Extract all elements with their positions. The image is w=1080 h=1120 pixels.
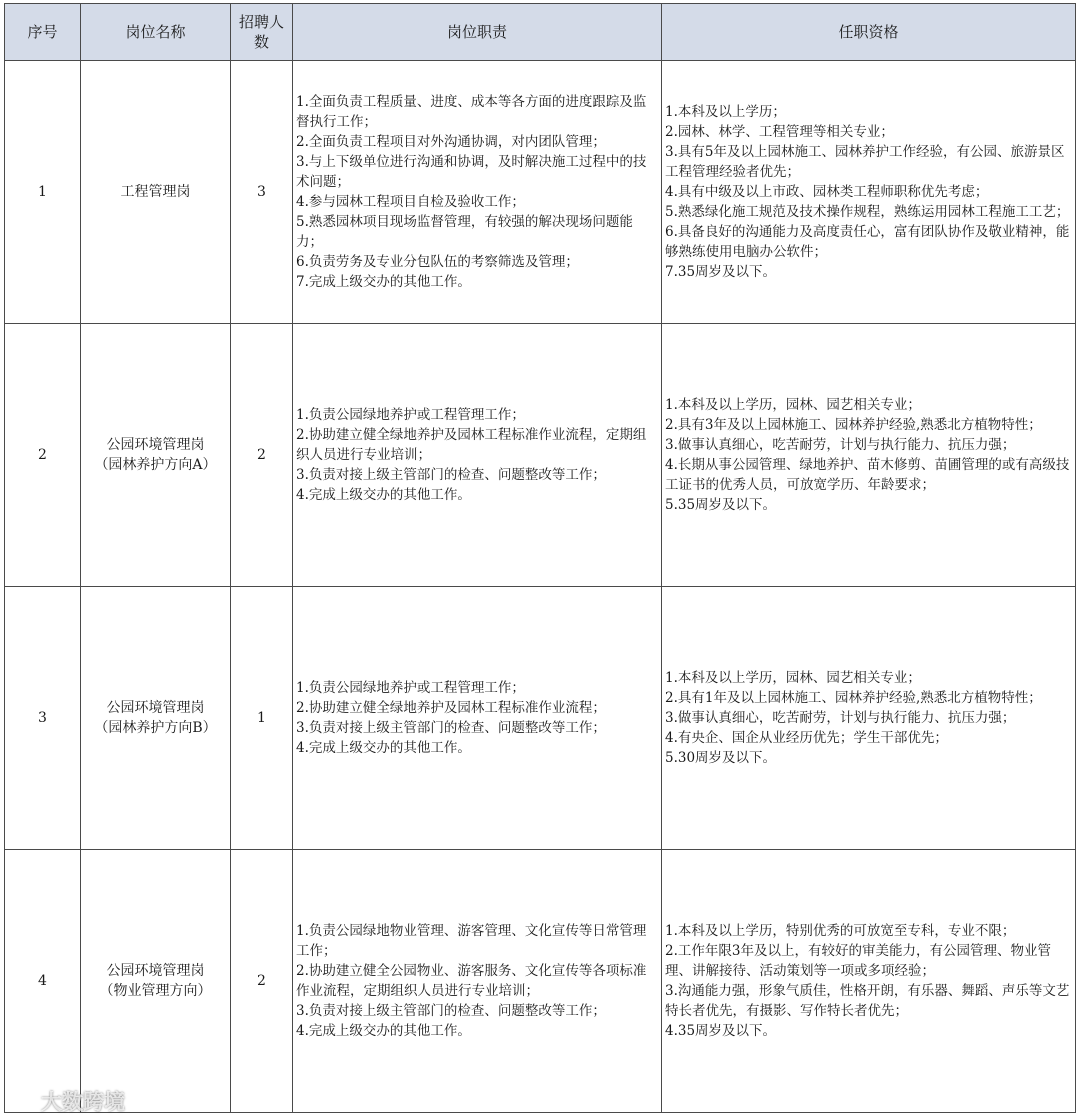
duty-item: 2.全面负责工程项目对外沟通协调，对内团队管理； [296, 134, 606, 150]
cell-duties [293, 850, 662, 1113]
table-row [5, 587, 1076, 850]
cell-no: 4 [5, 850, 81, 1113]
table-row [5, 61, 1076, 324]
cell-position-title [81, 587, 231, 850]
qualification-item: 4.具有中级及以上市政、园林类工程师职称优先考虑； [665, 184, 989, 200]
qualification-item: 5.35周岁及以下。 [665, 497, 777, 513]
qualification-item: 1.本科及以上学历； [665, 104, 786, 120]
cell-qualifications [662, 587, 1076, 850]
duty-item: 3.负责对接上级主管部门的检查、问题整改等工作； [296, 1003, 606, 1019]
duty-item: 4.完成上级交办的其他工作。 [296, 487, 471, 503]
table-header [5, 4, 1076, 61]
position-title-line: （园林养护方向A） [94, 457, 217, 473]
header-no: 序号 [5, 4, 81, 61]
cell-duties [293, 324, 662, 587]
position-title-line: （园林养护方向B） [94, 720, 217, 736]
cell-count: 1 [231, 587, 293, 850]
qualification-item: 3.做事认真细心，吃苦耐劳，计划与执行能力、抗压力强； [665, 710, 1016, 726]
cell-duties [293, 61, 662, 324]
qualification-item: 2.具有1年及以上园林施工、园林养护经验,熟悉北方植物特性； [665, 690, 1042, 706]
cell-count: 2 [231, 850, 293, 1113]
table-body [5, 61, 1076, 1113]
cell-qualifications [662, 850, 1076, 1113]
duty-item: 4.完成上级交办的其他工作。 [296, 740, 471, 756]
duty-item: 6.负责劳务及专业分包队伍的考察筛选及管理； [296, 254, 579, 270]
cell-position-title [81, 850, 231, 1113]
qualification-item: 5.熟悉绿化施工规范及技术操作规程，熟练运用园林工程施工工艺； [665, 204, 1070, 220]
duty-item: 1.负责公园绿地养护或工程管理工作； [296, 680, 525, 696]
qualification-item: 3.做事认真细心，吃苦耐劳，计划与执行能力、抗压力强； [665, 437, 1016, 453]
position-title-line: 公园环境管理岗 [106, 963, 205, 979]
cell-duties [293, 587, 662, 850]
duty-item: 1.负责公园绿地养护或工程管理工作； [296, 407, 525, 423]
qualification-item: 5.30周岁及以下。 [665, 750, 777, 766]
duty-item: 1.负责公园绿地物业管理、游客管理、文化宣传等日常管理工作； [296, 923, 647, 959]
position-title-line: （物业管理方向） [99, 983, 212, 999]
cell-position-title [81, 61, 231, 324]
qualification-item: 2.具有3年及以上园林施工、园林养护经验,熟悉北方植物特性； [665, 417, 1042, 433]
duty-item: 3.负责对接上级主管部门的检查、问题整改等工作； [296, 720, 606, 736]
header-title: 岗位名称 [81, 4, 231, 61]
cell-count: 3 [231, 61, 293, 324]
cell-qualifications [662, 324, 1076, 587]
duty-item: 5.熟悉园林项目现场监督管理，有较强的解决现场问题能力； [296, 214, 633, 250]
qualification-item: 3.具有5年及以上园林施工、园林养护工作经验，有公园、旅游景区工程管理经验者优先； [665, 144, 1065, 180]
cell-qualifications [662, 61, 1076, 324]
duty-item: 4.参与园林工程项目自检及验收工作； [296, 194, 525, 210]
qualification-item: 1.本科及以上学历，园林、园艺相关专业； [665, 397, 921, 413]
qualification-item: 4.有央企、国企从业经历优先；学生干部优先； [665, 730, 948, 746]
duty-item: 4.完成上级交办的其他工作。 [296, 1023, 471, 1039]
duty-item: 3.负责对接上级主管部门的检查、问题整改等工作； [296, 467, 606, 483]
watermark [8, 1086, 125, 1116]
header-count-text: 招聘人数 [238, 13, 284, 51]
brand-logo-icon [8, 1089, 36, 1113]
cell-no: 1 [5, 61, 81, 324]
qualification-item: 3.沟通能力强，形象气质佳，性格开朗，有乐器、舞蹈、声乐等文艺特长者优先，有摄影、写作特长者优先； [665, 983, 1070, 1019]
cell-no: 3 [5, 587, 81, 850]
duty-item: 2.协助建立健全公园物业、游客服务、文化宣传等各项标准作业流程，定期组织人员进行专业培训； [296, 963, 647, 999]
header-count [231, 4, 293, 61]
qualification-item: 2.园林、林学、工程管理等相关专业； [665, 124, 894, 140]
qualification-item: 4.35周岁及以下。 [665, 1023, 777, 1039]
duty-item: 1.全面负责工程质量、进度、成本等各方面的进度跟踪及监督执行工作； [296, 94, 647, 130]
duty-item: 2.协助建立健全绿地养护及园林工程标准作业流程； [296, 700, 606, 716]
watermark-text: 大数跨境 [41, 1090, 125, 1114]
position-title-line: 工程管理岗 [120, 184, 191, 200]
duty-item: 3.与上下级单位进行沟通和协调，及时解决施工过程中的技术问题； [296, 154, 647, 190]
duty-item: 2.协助建立健全绿地养护及园林工程标准作业流程，定期组织人员进行专业培训； [296, 427, 647, 463]
qualification-item: 1.本科及以上学历，特别优秀的可放宽至专科，专业不限； [665, 923, 1016, 939]
table-row [5, 324, 1076, 587]
table-row [5, 850, 1076, 1113]
cell-count: 2 [231, 324, 293, 587]
qualification-item: 6.具备良好的沟通能力及高度责任心，富有团队协作及敬业精神，能够熟练使用电脑办公软件； [665, 224, 1070, 260]
header-qualifications: 任职资格 [662, 4, 1076, 61]
header-row [5, 4, 1076, 61]
recruitment-table [4, 3, 1076, 1113]
position-title-line: 公园环境管理岗 [106, 437, 205, 453]
position-title-line: 公园环境管理岗 [106, 700, 205, 716]
qualification-item: 4.长期从事公园管理、绿地养护、苗木修剪、苗圃管理的或有高级技工证书的优秀人员，可放宽学历、年龄要求； [665, 457, 1070, 493]
qualification-item: 7.35周岁及以下。 [665, 264, 777, 280]
header-duties: 岗位职责 [293, 4, 662, 61]
cell-position-title [81, 324, 231, 587]
duty-item: 7.完成上级交办的其他工作。 [296, 274, 471, 290]
cell-no: 2 [5, 324, 81, 587]
qualification-item: 2.工作年限3年及以上，有较好的审美能力，有公园管理、物业管理、讲解接待、活动策划等一项或多项经验； [665, 943, 1051, 979]
qualification-item: 1.本科及以上学历，园林、园艺相关专业； [665, 670, 921, 686]
